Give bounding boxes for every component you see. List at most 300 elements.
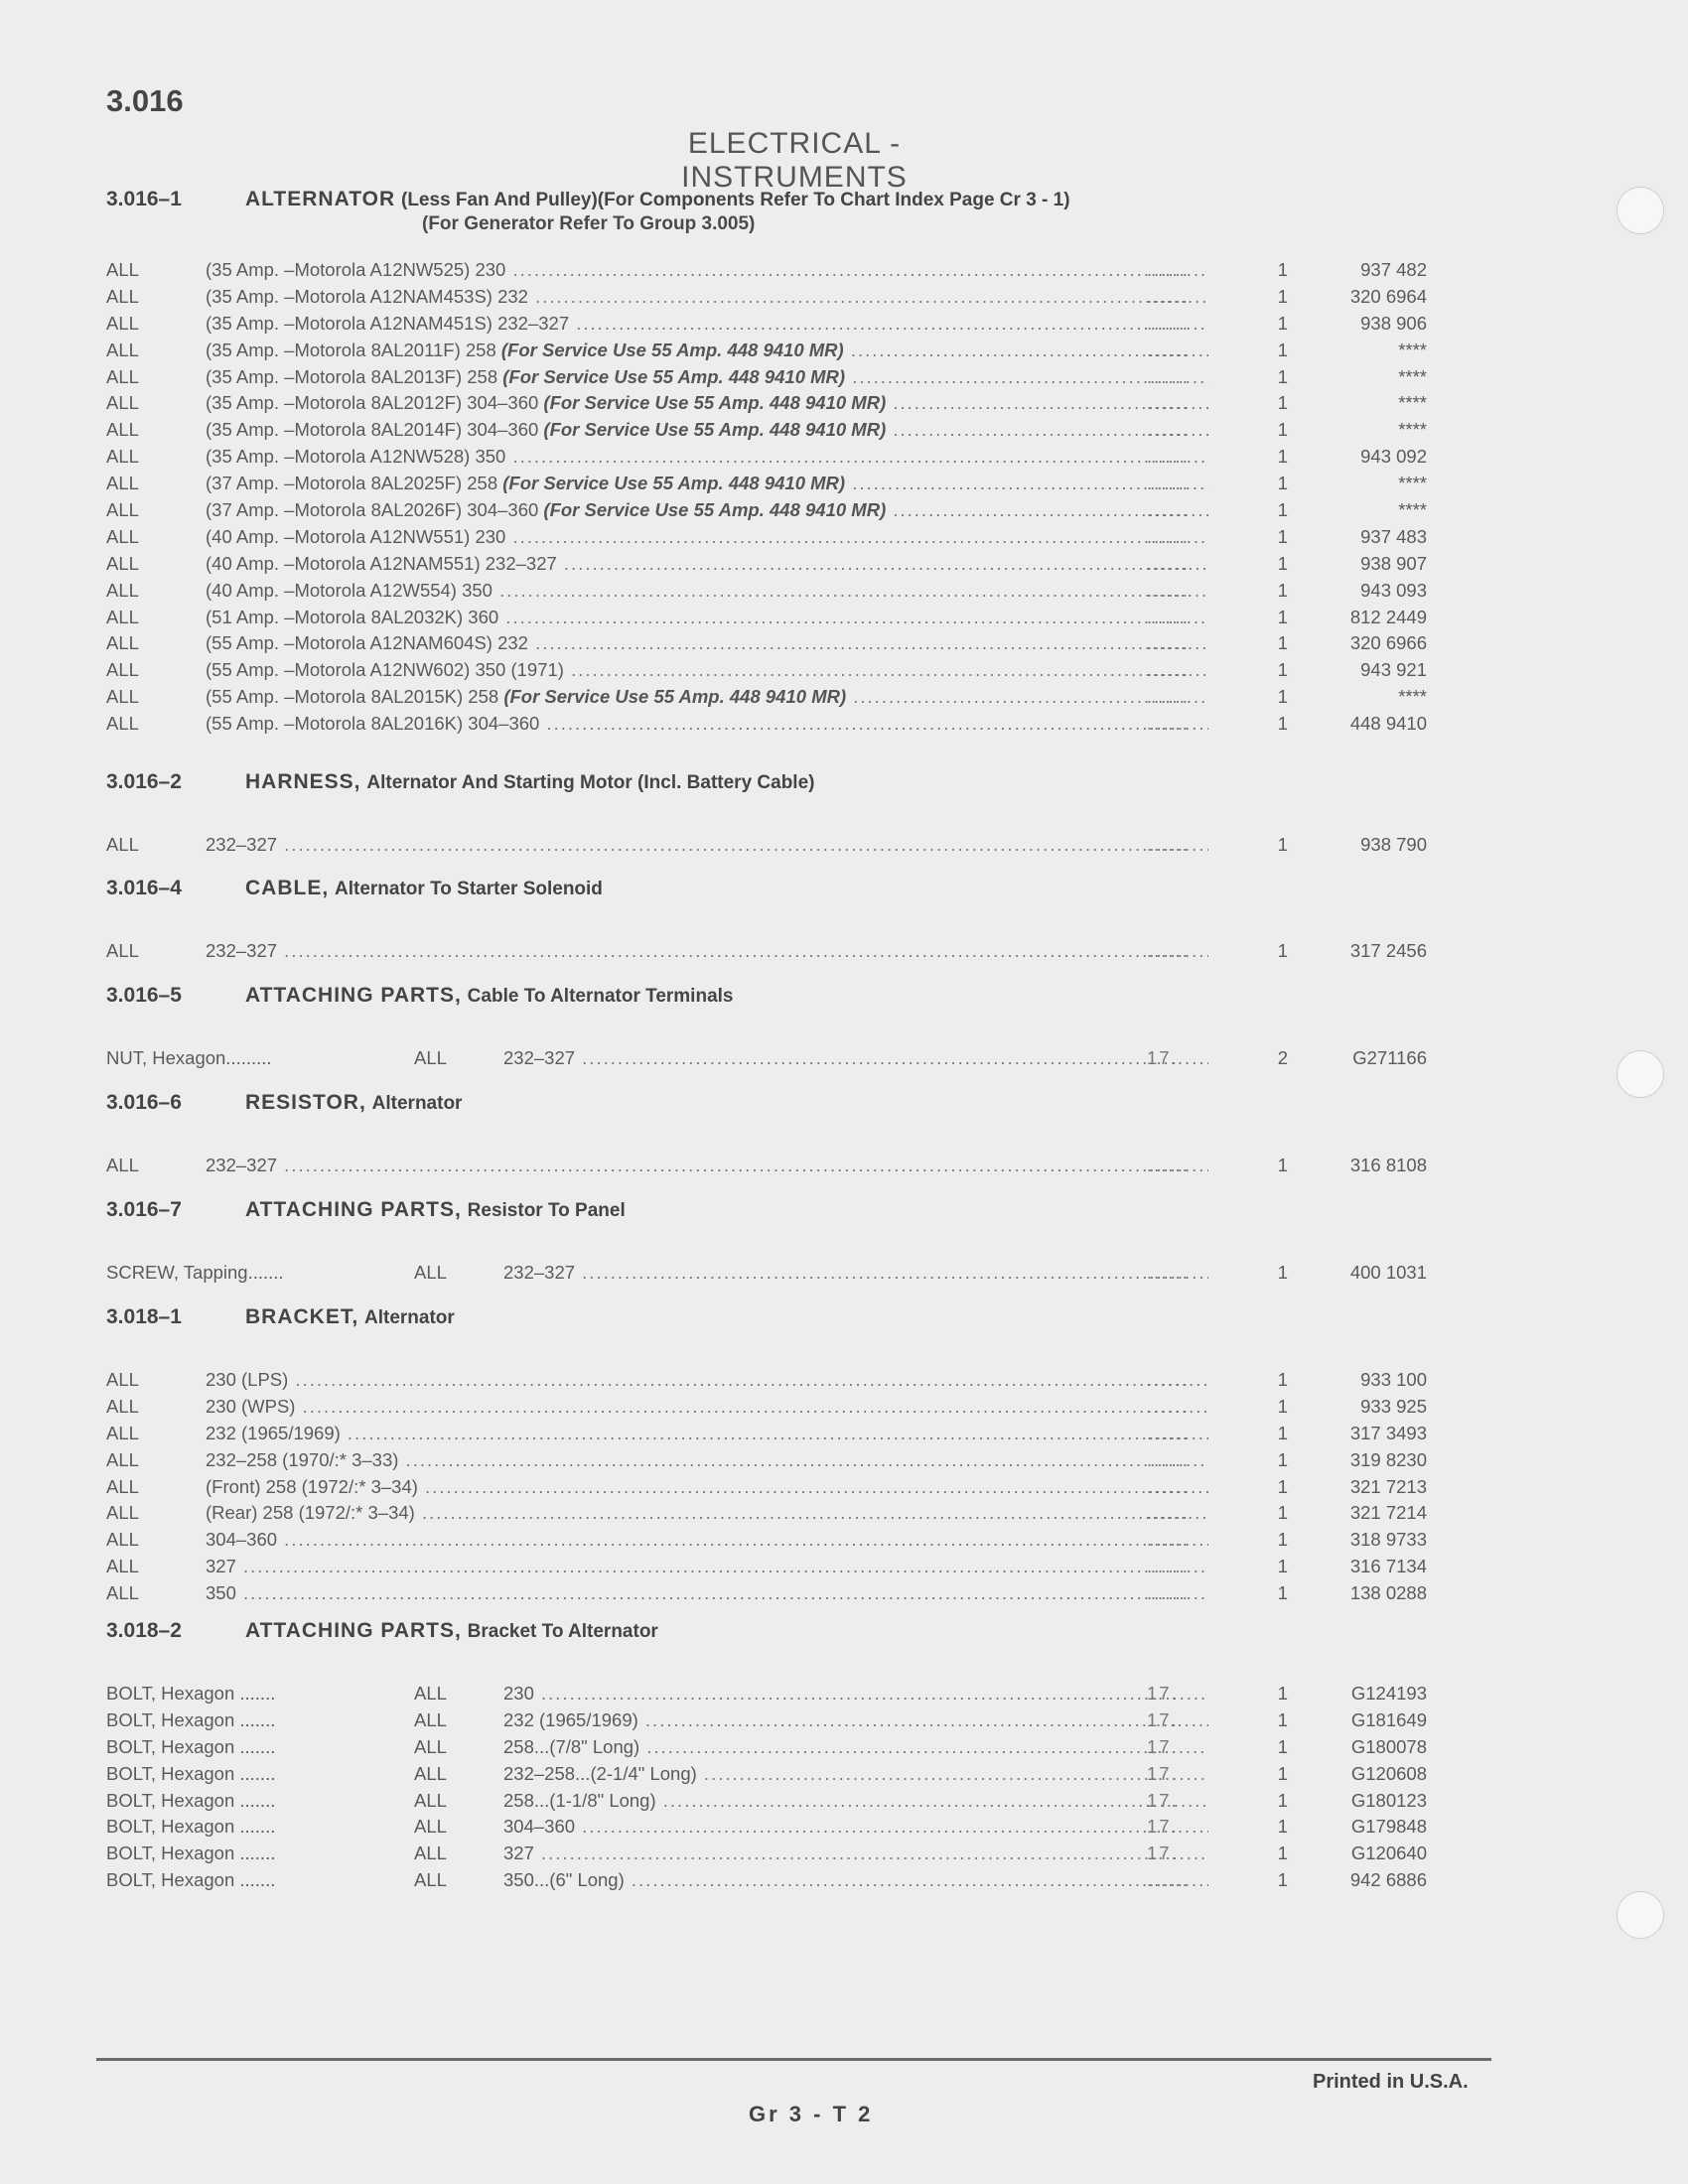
part-row [106, 578, 1427, 605]
service-note: (For Service Use 55 Amp. 448 9410 MR) [543, 392, 887, 414]
model-cell: ALL [414, 1843, 447, 1864]
footer-rule [96, 2058, 1491, 2061]
part-row [106, 1814, 1427, 1841]
ref-cell: ...... [1147, 525, 1190, 547]
quantity-cell: 1 [1277, 1708, 1288, 1730]
quantity-cell: 1 [1277, 1556, 1288, 1577]
ref-cell: ...... [1147, 499, 1190, 521]
parts-list [106, 938, 1427, 965]
item-name: NUT, Hexagon......... [106, 1047, 272, 1068]
part-number-cell: G181649 [1350, 1708, 1427, 1730]
description-text: 232–327 [206, 1155, 278, 1175]
page-title: ELECTRICAL - INSTRUMENTS [681, 127, 908, 194]
model-cell: ALL [106, 365, 139, 387]
part-row [106, 1367, 1427, 1394]
description-cell: 230 ..... [503, 1681, 1208, 1707]
description-text: (Front) 258 (1972/:* 3–34) [206, 1475, 418, 1497]
binder-hole [1617, 1050, 1664, 1098]
service-note: (For Service Use 55 Amp. 448 9410 MR) [543, 499, 887, 521]
ref-cell: ...... [1147, 365, 1190, 387]
description-text: (35 Amp. –Motorola 8AL2014F) 304–360 [206, 419, 539, 441]
description-text: (35 Amp. –Motorola 8AL2011F) 258 [206, 339, 496, 360]
description-cell [206, 1500, 1208, 1527]
model-cell: ALL [106, 1395, 139, 1417]
part-row [106, 1734, 1427, 1761]
description-cell: 258...(1-1/8" Long) ..... [503, 1788, 1208, 1815]
part-row [106, 1474, 1427, 1501]
part-row [106, 284, 1427, 311]
description-text: (40 Amp. –Motorola A12NW551) 230 [206, 525, 506, 547]
ref-cell: ...... [1147, 1869, 1190, 1891]
model-cell: ALL [106, 473, 139, 494]
part-row [106, 832, 1427, 859]
section-number: 3.016–5 [106, 984, 182, 1007]
description-text: (37 Amp. –Motorola 8AL2026F) 304–360 [206, 499, 539, 521]
description-cell: 304–360 ..... [503, 1814, 1208, 1841]
section-30161 [106, 187, 1427, 738]
part-row [106, 364, 1427, 391]
section-number: 3.016–1 [106, 188, 182, 210]
model-cell: ALL [106, 1582, 139, 1604]
quantity-cell: 1 [1277, 419, 1288, 441]
description-text: (35 Amp. –Motorola A12NW525) 230 [206, 259, 506, 280]
description-cell [206, 1447, 1208, 1474]
section-title [245, 876, 603, 902]
part-number-cell: 937 482 [1360, 259, 1427, 280]
ref-cell: ...... [1147, 446, 1190, 468]
part-number-cell: 943 093 [1360, 579, 1427, 601]
part-row [106, 1867, 1427, 1894]
description-text: (55 Amp. –Motorola A12NW602) 350 (1971) [206, 659, 564, 681]
section-header [106, 1197, 1427, 1224]
model-cell: ALL [106, 632, 139, 654]
ref-cell: ...... [1147, 392, 1190, 414]
description-cell [206, 1153, 1208, 1179]
part-row [106, 1153, 1427, 1179]
section-keyword: CABLE, [245, 877, 330, 899]
part-number-cell: G179848 [1350, 1816, 1427, 1838]
model-cell: ALL [106, 834, 139, 855]
description-cell: 327 ..... [503, 1841, 1208, 1867]
model-cell: ALL [106, 1422, 139, 1443]
ref-cell: 17. [1147, 1683, 1179, 1704]
description-text: (35 Amp. –Motorola 8AL2012F) 304–360 [206, 392, 539, 414]
quantity-cell: 1 [1277, 392, 1288, 414]
description-cell [206, 832, 1208, 859]
quantity-cell: 1 [1277, 713, 1288, 735]
item-name: BOLT, Hexagon ....... [106, 1708, 276, 1730]
ref-cell: ...... [1147, 940, 1190, 961]
description-text: 232 (1965/1969) [206, 1422, 341, 1443]
section-30181 [106, 1304, 1427, 1607]
quantity-cell: 1 [1277, 834, 1288, 855]
part-number-cell: 320 6966 [1349, 632, 1427, 654]
description-cell [206, 1367, 1208, 1394]
parts-list [106, 1681, 1427, 1894]
quantity-cell: 1 [1277, 552, 1288, 574]
section-title [245, 1304, 455, 1331]
model-cell: ALL [106, 1155, 139, 1175]
part-row [106, 630, 1427, 657]
part-number-cell: G120608 [1350, 1762, 1427, 1784]
section-number: 3.018–2 [106, 1619, 182, 1642]
section-description: Alternator And Starting Motor (Incl. Battery Cable) [366, 772, 815, 793]
part-number-cell: 317 3493 [1349, 1422, 1427, 1443]
part-number-cell: 938 790 [1360, 834, 1427, 855]
service-note: (For Service Use 55 Amp. 448 9410 MR) [502, 473, 846, 494]
description-cell [206, 417, 1208, 444]
description-text: (35 Amp. –Motorola A12NAM451S) 232–327 [206, 312, 570, 334]
model-cell: ALL [414, 1816, 447, 1838]
section-keyword: RESISTOR, [245, 1091, 366, 1114]
part-number-cell: 937 483 [1360, 525, 1427, 547]
part-row [106, 1681, 1427, 1707]
description-text: 230 (WPS) [206, 1395, 296, 1417]
part-number-cell: 933 925 [1360, 1395, 1427, 1417]
part-row [106, 1500, 1427, 1527]
quantity-cell: 1 [1277, 446, 1288, 468]
part-row [106, 657, 1427, 684]
parts-list [106, 1367, 1427, 1607]
part-number-cell: **** [1398, 499, 1427, 521]
description-cell [206, 1421, 1208, 1447]
description-cell [206, 444, 1208, 471]
quantity-cell: 1 [1277, 1502, 1288, 1524]
quantity-cell: 1 [1277, 312, 1288, 334]
item-name: BOLT, Hexagon ....... [106, 1843, 276, 1864]
description-text: 327 [206, 1556, 236, 1577]
section-description: Alternator [371, 1093, 463, 1114]
model-cell: ALL [106, 1529, 139, 1551]
section-30162 [106, 769, 1427, 859]
part-number-cell: 319 8230 [1349, 1448, 1427, 1470]
ref-cell: ...... [1147, 1422, 1190, 1443]
quantity-cell: 1 [1277, 285, 1288, 307]
ref-cell: ...... [1147, 659, 1190, 681]
part-number-cell: 943 921 [1360, 659, 1427, 681]
section-header [106, 876, 1427, 902]
parts-list [106, 1153, 1427, 1179]
part-number-cell: 316 7134 [1349, 1556, 1427, 1577]
part-number-cell: G120640 [1350, 1843, 1427, 1864]
model-cell: ALL [106, 1556, 139, 1577]
quantity-cell: 1 [1277, 1448, 1288, 1470]
description-text: 232–327 [206, 834, 278, 855]
part-row [106, 471, 1427, 497]
model-cell: ALL [106, 339, 139, 360]
quantity-cell: 1 [1277, 1843, 1288, 1864]
part-row [106, 1841, 1427, 1867]
binder-hole [1617, 187, 1664, 234]
part-number-cell: 316 8108 [1349, 1155, 1427, 1175]
quantity-cell: 1 [1277, 606, 1288, 627]
description-text: 350 [206, 1582, 236, 1604]
part-number-cell: G180078 [1350, 1735, 1427, 1757]
ref-cell: ...... [1147, 1529, 1190, 1551]
section-header [106, 187, 1427, 213]
quantity-cell: 1 [1277, 1155, 1288, 1175]
description-cell [206, 1527, 1208, 1554]
ref-cell: ...... [1147, 713, 1190, 735]
model-cell: ALL [414, 1789, 447, 1811]
quantity-cell: 1 [1277, 1422, 1288, 1443]
part-number-cell: 138 0288 [1349, 1582, 1427, 1604]
description-cell [206, 657, 1208, 684]
part-row [106, 1707, 1427, 1734]
description-cell: 258...(7/8" Long) ..... [503, 1734, 1208, 1761]
description-text: (51 Amp. –Motorola 8AL2032K) 360 [206, 606, 499, 627]
model-cell: ALL [414, 1047, 447, 1068]
parts-list [106, 257, 1427, 738]
quantity-cell: 2 [1277, 1047, 1288, 1068]
model-cell: ALL [106, 1475, 139, 1497]
item-name: SCREW, Tapping....... [106, 1262, 284, 1283]
description-cell [206, 578, 1208, 605]
description-cell [206, 524, 1208, 551]
page-number: 3.016 [106, 83, 184, 118]
model-cell: ALL [106, 686, 139, 708]
part-number-cell: 938 907 [1360, 552, 1427, 574]
part-row [106, 497, 1427, 524]
model-cell: ALL [106, 940, 139, 961]
part-row [106, 444, 1427, 471]
description-cell [206, 284, 1208, 311]
description-text: (55 Amp. –Motorola 8AL2015K) 258 [206, 686, 499, 708]
description-cell: 232–327 ..... [503, 1045, 1208, 1072]
ref-cell: 17. [1147, 1816, 1179, 1838]
model-cell: ALL [106, 606, 139, 627]
section-keyword: ATTACHING PARTS, [245, 984, 462, 1007]
description-cell [206, 1394, 1208, 1421]
ref-cell: 17. [1147, 1735, 1179, 1757]
service-note: (For Service Use 55 Amp. 448 9410 MR) [500, 339, 844, 360]
section-30182 [106, 1618, 1427, 1894]
ref-cell: ...... [1147, 312, 1190, 334]
section-subtitle: (For Generator Refer To Group 3.005) [422, 213, 756, 234]
part-row [106, 1394, 1427, 1421]
description-text: (40 Amp. –Motorola A12NAM551) 232–327 [206, 552, 557, 574]
ref-cell: ...... [1147, 1556, 1190, 1577]
ref-cell: ...... [1147, 632, 1190, 654]
description-cell [206, 1554, 1208, 1580]
part-number-cell: **** [1398, 419, 1427, 441]
quantity-cell: 1 [1277, 473, 1288, 494]
model-cell: ALL [106, 285, 139, 307]
section-header [106, 1618, 1427, 1645]
description-cell [206, 364, 1208, 391]
item-name: BOLT, Hexagon ....... [106, 1762, 276, 1784]
part-number-cell: **** [1398, 392, 1427, 414]
section-header [106, 1304, 1427, 1331]
quantity-cell: 1 [1277, 940, 1288, 961]
description-cell [206, 471, 1208, 497]
quantity-cell: 1 [1277, 259, 1288, 280]
section-keyword: ATTACHING PARTS, [245, 1198, 462, 1221]
item-name: BOLT, Hexagon ....... [106, 1869, 276, 1891]
part-number-cell: G180123 [1350, 1789, 1427, 1811]
description-text: (35 Amp. –Motorola A12NAM453S) 232 [206, 285, 528, 307]
part-number-cell: 317 2456 [1349, 940, 1427, 961]
model-cell: ALL [106, 659, 139, 681]
quantity-cell: 1 [1277, 1869, 1288, 1891]
ref-cell: 17. [1147, 1843, 1179, 1864]
model-cell: ALL [106, 419, 139, 441]
section-title [245, 1090, 462, 1117]
model-cell: ALL [106, 392, 139, 414]
description-cell: 232 (1965/1969) ..... [503, 1707, 1208, 1734]
part-number-cell: 321 7213 [1349, 1475, 1427, 1497]
part-row [106, 338, 1427, 364]
description-cell [206, 1580, 1208, 1607]
quantity-cell: 1 [1277, 1683, 1288, 1704]
quantity-cell: 1 [1277, 686, 1288, 708]
part-row [106, 1788, 1427, 1815]
part-number-cell: 942 6886 [1349, 1869, 1427, 1891]
description-cell [206, 605, 1208, 631]
description-cell: 350...(6" Long) ..... [503, 1867, 1208, 1894]
part-number-cell: 933 100 [1360, 1369, 1427, 1390]
quantity-cell: 1 [1277, 1735, 1288, 1757]
section-30165 [106, 983, 1427, 1072]
section-header [106, 983, 1427, 1010]
description-cell [206, 711, 1208, 738]
model-cell: ALL [106, 713, 139, 735]
part-row [106, 257, 1427, 284]
part-row [106, 1447, 1427, 1474]
parts-list [106, 1260, 1427, 1287]
section-title [245, 187, 1070, 213]
description-text: (35 Amp. –Motorola 8AL2013F) 258 [206, 365, 498, 387]
part-number-cell: 400 1031 [1349, 1262, 1427, 1283]
ref-cell: ...... [1147, 1448, 1190, 1470]
part-number-cell: 318 9733 [1349, 1529, 1427, 1551]
quantity-cell: 1 [1277, 579, 1288, 601]
description-text: (35 Amp. –Motorola A12NW528) 350 [206, 446, 506, 468]
part-row [106, 1580, 1427, 1607]
ref-cell: ...... [1147, 1475, 1190, 1497]
section-number: 3.016–6 [106, 1091, 182, 1114]
item-name: BOLT, Hexagon ....... [106, 1816, 276, 1838]
section-keyword: BRACKET, [245, 1305, 359, 1328]
ref-cell: ...... [1147, 1262, 1190, 1283]
ref-cell: ...... [1147, 473, 1190, 494]
section-30164 [106, 876, 1427, 965]
ref-cell: ...... [1147, 1155, 1190, 1175]
quantity-cell: 1 [1277, 339, 1288, 360]
section-description: (Less Fan And Pulley)(For Components Refer To Chart Index Page Cr 3 - 1) [401, 190, 1070, 210]
part-number-cell: **** [1398, 365, 1427, 387]
service-note: (For Service Use 55 Amp. 448 9410 MR) [502, 365, 846, 387]
section-keyword: ALTERNATOR [245, 188, 396, 210]
model-cell: ALL [414, 1735, 447, 1757]
part-row [106, 1421, 1427, 1447]
quantity-cell: 1 [1277, 365, 1288, 387]
section-description: Cable To Alternator Terminals [467, 986, 734, 1007]
binder-hole [1617, 1891, 1664, 1939]
part-row [106, 711, 1427, 738]
part-row [106, 551, 1427, 578]
part-row [106, 1761, 1427, 1788]
part-row [106, 605, 1427, 631]
section-description: Alternator To Starter Solenoid [335, 879, 603, 899]
model-cell: ALL [106, 446, 139, 468]
description-cell [206, 390, 1208, 417]
ref-cell: 17. [1147, 1708, 1179, 1730]
section-number: 3.018–1 [106, 1305, 182, 1328]
part-row [106, 1260, 1427, 1287]
model-cell: ALL [106, 499, 139, 521]
model-cell: ALL [106, 312, 139, 334]
description-cell: 232–258...(2-1/4" Long) ..... [503, 1761, 1208, 1788]
quantity-cell: 1 [1277, 525, 1288, 547]
description-text: 304–360 [206, 1529, 278, 1551]
description-cell [206, 551, 1208, 578]
section-number: 3.016–4 [106, 877, 182, 899]
ref-cell: 17. [1147, 1047, 1179, 1068]
description-cell: 232–327 ..... [503, 1260, 1208, 1287]
ref-cell: ...... [1147, 579, 1190, 601]
model-cell: ALL [106, 259, 139, 280]
ref-cell: ...... [1147, 419, 1190, 441]
model-cell: ALL [106, 1502, 139, 1524]
page-label: Gr 3 - T 2 [749, 2102, 874, 2126]
quantity-cell: 1 [1277, 1762, 1288, 1784]
description-cell [206, 1474, 1208, 1501]
model-cell: ALL [106, 552, 139, 574]
part-number-cell: G271166 [1352, 1047, 1427, 1068]
section-30167 [106, 1197, 1427, 1287]
quantity-cell: 1 [1277, 1369, 1288, 1390]
item-name: BOLT, Hexagon ....... [106, 1789, 276, 1811]
section-keyword: ATTACHING PARTS, [245, 1619, 462, 1642]
section-description: Bracket To Alternator [467, 1621, 658, 1642]
model-cell: ALL [106, 579, 139, 601]
description-text: (55 Amp. –Motorola 8AL2016K) 304–360 [206, 713, 540, 735]
description-text: (37 Amp. –Motorola 8AL2025F) 258 [206, 473, 498, 494]
service-note: (For Service Use 55 Amp. 448 9410 MR) [543, 419, 887, 441]
model-cell: ALL [106, 1448, 139, 1470]
quantity-cell: 1 [1277, 1395, 1288, 1417]
part-row [106, 1554, 1427, 1580]
description-cell [206, 630, 1208, 657]
part-row [106, 390, 1427, 417]
model-cell: ALL [414, 1708, 447, 1730]
part-number-cell: **** [1398, 686, 1427, 708]
ref-cell: ...... [1147, 259, 1190, 280]
description-text: 232–327 [206, 940, 278, 961]
section-30166 [106, 1090, 1427, 1179]
service-note: (For Service Use 55 Amp. 448 9410 MR) [503, 686, 847, 708]
part-number-cell: 938 906 [1360, 312, 1427, 334]
description-cell [206, 257, 1208, 284]
part-row [106, 684, 1427, 711]
section-keyword: HARNESS, [245, 770, 361, 793]
ref-cell: 17. [1147, 1789, 1179, 1811]
ref-cell: ...... [1147, 834, 1190, 855]
model-cell: ALL [106, 1369, 139, 1390]
part-number-cell: 943 092 [1360, 446, 1427, 468]
ref-cell: ...... [1147, 1582, 1190, 1604]
part-number-cell: 321 7214 [1349, 1502, 1427, 1524]
description-text: (40 Amp. –Motorola A12W554) 350 [206, 579, 492, 601]
quantity-cell: 1 [1277, 659, 1288, 681]
section-number: 3.016–2 [106, 770, 182, 793]
section-title [245, 1618, 658, 1645]
part-number-cell: **** [1398, 339, 1427, 360]
item-name: BOLT, Hexagon ....... [106, 1735, 276, 1757]
section-title [245, 1197, 626, 1224]
quantity-cell: 1 [1277, 632, 1288, 654]
